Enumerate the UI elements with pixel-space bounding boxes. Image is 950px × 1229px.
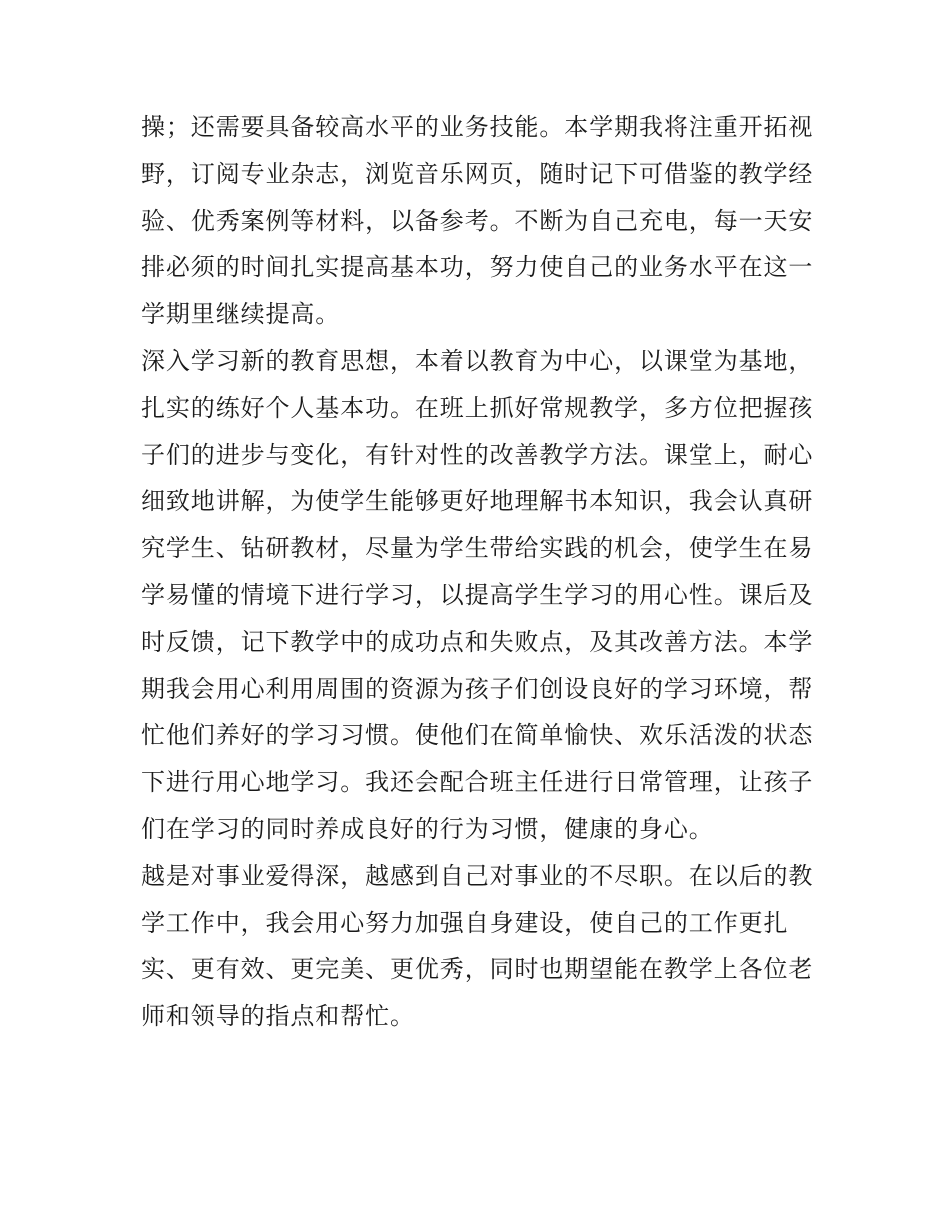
text-line: 越是对事业爱得深，越感到自己对事业的不尽职。在以后的教 [141,861,814,890]
text-line: 忙他们养好的学习习惯。使他们在简单愉快、欢乐活泼的状态 [141,721,814,750]
text-line: 学易懂的情境下进行学习，以提高学生学习的用心性。课后及 [141,580,814,609]
text-line: 时反馈，记下教学中的成功点和失败点，及其改善方法。本学 [141,627,814,656]
text-line: 操；还需要具备较高水平的业务技能。本学期我将注重开拓视 [141,113,814,141]
text-line: 下进行用心地学习。我还会配合班主任进行日常管理，让孩子 [141,768,814,797]
text-line: 排必须的时间扎实提高基本功，努力使自己的业务水平在这一 [141,253,814,282]
text-line: 扎实的练好个人基本功。在班上抓好常规教学，多方位把握孩 [141,393,814,422]
text-line: 野，订阅专业杂志，浏览音乐网页，随时记下可借鉴的教学经 [141,159,814,188]
text-line: 细致地讲解，为使学生能够更好地理解书本知识，我会认真研 [141,487,814,516]
text-line: 期我会用心利用周围的资源为孩子们创设良好的学习环境，帮 [141,674,814,703]
text-line: 实、更有效、更完美、更优秀，同时也期望能在教学上各位老 [141,955,814,984]
text-line: 子们的进步与变化，有针对性的改善教学方法。课堂上，耐心 [141,440,814,469]
text-line: 师和领导的指点和帮忙。 [141,1002,415,1031]
document-body [141,104,821,1040]
text-line: 深入学习新的教育思想，本着以教育为中心，以课堂为基地， [141,346,814,375]
text-line: 验、优秀案例等材料，以备参考。不断为自己充电，每一天安 [141,206,814,235]
text-line: 究学生、钻研教材，尽量为学生带给实践的机会，使学生在易 [141,534,814,563]
text-line: 学期里继续提高。 [141,300,341,329]
text-line: 学工作中，我会用心努力加强自身建设，使自己的工作更扎 [141,908,789,937]
text-line: 们在学习的同时养成良好的行为习惯，健康的身心。 [141,814,714,843]
